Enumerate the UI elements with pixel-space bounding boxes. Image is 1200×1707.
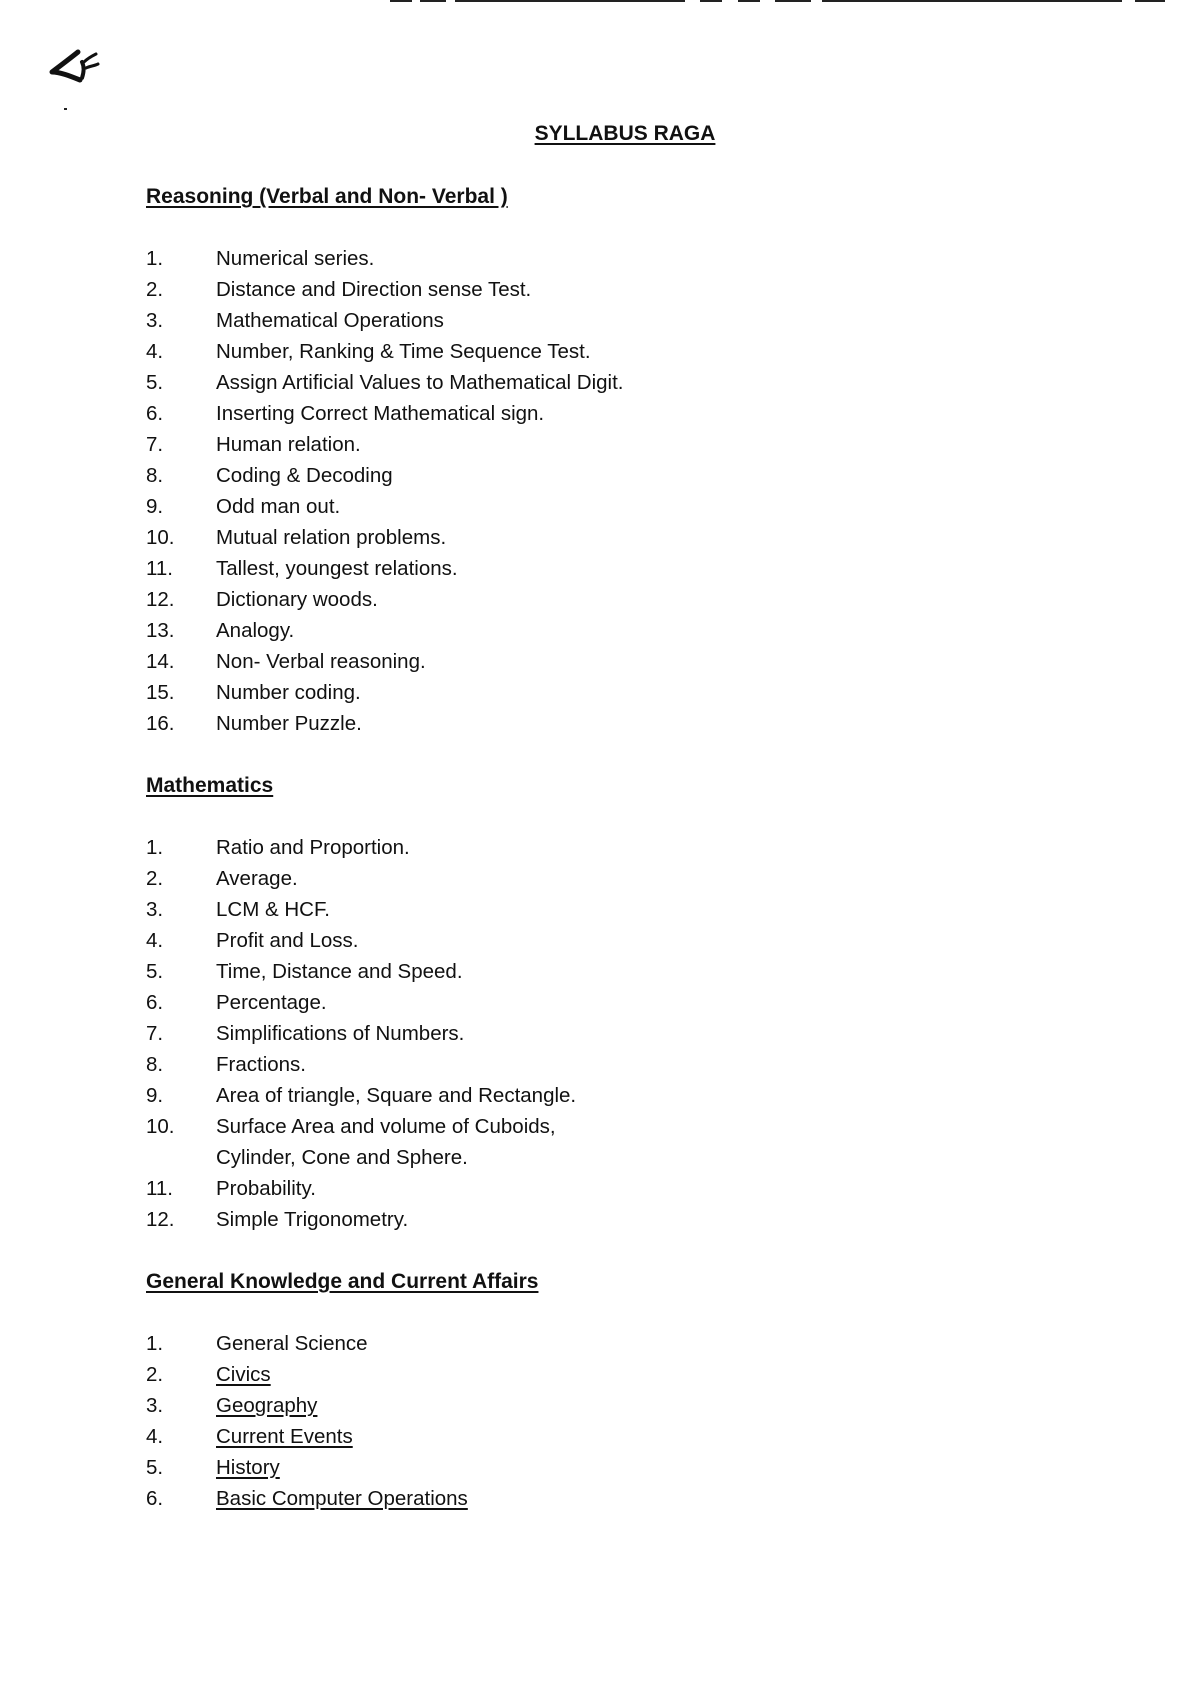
list-item <box>146 336 624 367</box>
item-number: 11. <box>146 557 173 580</box>
item-number: 3. <box>146 898 164 921</box>
item-number: 2. <box>146 1363 164 1386</box>
item-number: 3. <box>146 1394 164 1417</box>
item-text: Ratio and Proportion. <box>216 836 410 859</box>
item-text: LCM & HCF. <box>216 898 330 921</box>
list-item <box>146 677 624 708</box>
list-item <box>146 956 576 987</box>
scan-edge-line <box>775 0 811 2</box>
list-item <box>146 832 576 863</box>
item-number: 5. <box>146 1456 164 1479</box>
item-number: 12. <box>146 1208 175 1231</box>
item-text: Distance and Direction sense Test. <box>216 278 532 301</box>
list-item <box>146 1483 538 1514</box>
item-number: 12. <box>146 588 175 611</box>
item-text: Assign Artificial Values to Mathematical Digit. <box>216 371 624 394</box>
item-text: Area of triangle, Square and Rectangle. <box>216 1084 577 1107</box>
item-number: 7. <box>146 1022 164 1045</box>
list-item <box>146 243 624 274</box>
item-number: 6. <box>146 991 164 1014</box>
list-item <box>146 367 624 398</box>
item-text: Mathematical Operations <box>216 309 444 332</box>
list-item <box>146 1204 576 1235</box>
item-number: 8. <box>146 1053 164 1076</box>
item-text: Numerical series. <box>216 247 375 270</box>
list-item <box>146 1359 538 1390</box>
scan-edge-line <box>390 0 412 2</box>
list-item <box>146 398 624 429</box>
list-item <box>146 1080 576 1111</box>
item-text: Civics <box>216 1363 271 1386</box>
item-text: Tallest, youngest relations. <box>216 557 458 580</box>
list-item <box>146 274 624 305</box>
item-text: Surface Area and volume of Cuboids, Cylinder, Cone and Sphere. <box>216 1115 556 1169</box>
item-text: Number coding. <box>216 681 361 704</box>
list-item <box>146 305 624 336</box>
list-item <box>146 429 624 460</box>
section-heading: Mathematics <box>146 774 274 797</box>
item-text: Profit and Loss. <box>216 929 359 952</box>
list-item <box>146 1049 576 1080</box>
section-general-knowledge <box>146 1266 538 1514</box>
topic-list <box>146 832 576 1235</box>
topic-list <box>146 1328 538 1514</box>
item-number: 3. <box>146 309 164 332</box>
list-item <box>146 553 624 584</box>
item-text: Probability. <box>216 1177 316 1200</box>
item-number: 1. <box>146 836 164 859</box>
list-item <box>146 1018 576 1049</box>
item-text: Inserting Correct Mathematical sign. <box>216 402 545 425</box>
item-number: 9. <box>146 495 164 518</box>
item-text: Current Events <box>216 1425 353 1448</box>
item-text: Odd man out. <box>216 495 341 518</box>
item-number: 4. <box>146 929 164 952</box>
section-heading: Reasoning (Verbal and Non- Verbal ) <box>146 185 508 208</box>
item-number: 6. <box>146 1487 164 1510</box>
item-number: 11. <box>146 1177 173 1200</box>
list-item <box>146 522 624 553</box>
list-item <box>146 460 624 491</box>
item-text: Human relation. <box>216 433 361 456</box>
item-text: Basic Computer Operations <box>216 1487 468 1510</box>
item-number: 13. <box>146 619 175 642</box>
list-item <box>146 1390 538 1421</box>
list-item <box>146 584 624 615</box>
handwritten-mark-icon <box>48 46 104 88</box>
item-text: Simple Trigonometry. <box>216 1208 409 1231</box>
item-text: Time, Distance and Speed. <box>216 960 463 983</box>
item-text: Average. <box>216 867 298 890</box>
item-number: 1. <box>146 247 164 270</box>
list-item <box>146 925 576 956</box>
item-text: Dictionary woods. <box>216 588 378 611</box>
item-text: Geography <box>216 1394 318 1417</box>
list-item <box>146 1111 576 1173</box>
item-text: History <box>216 1456 280 1479</box>
list-item <box>146 708 624 739</box>
item-number: 16. <box>146 712 175 735</box>
item-text: Analogy. <box>216 619 295 642</box>
item-number: 14. <box>146 650 175 673</box>
scan-edge-line <box>1135 0 1165 2</box>
item-number: 10. <box>146 526 175 549</box>
item-number: 5. <box>146 960 164 983</box>
list-item <box>146 646 624 677</box>
list-item <box>146 491 624 522</box>
list-item <box>146 863 576 894</box>
scan-edge-line <box>455 0 685 2</box>
section-heading: General Knowledge and Current Affairs <box>146 1270 539 1293</box>
item-number: 9. <box>146 1084 164 1107</box>
list-item <box>146 615 624 646</box>
item-text: Mutual relation problems. <box>216 526 447 549</box>
scan-edge-line <box>700 0 722 2</box>
list-item <box>146 894 576 925</box>
item-number: 1. <box>146 1332 164 1355</box>
item-number: 15. <box>146 681 175 704</box>
item-text: Percentage. <box>216 991 327 1014</box>
list-item <box>146 1328 538 1359</box>
item-number: 2. <box>146 278 164 301</box>
list-item <box>146 987 576 1018</box>
scan-edge-line <box>822 0 1122 2</box>
item-number: 4. <box>146 340 164 363</box>
item-number: 4. <box>146 1425 164 1448</box>
item-text: Coding & Decoding <box>216 464 393 487</box>
list-item <box>146 1452 538 1483</box>
item-text: Number, Ranking & Time Sequence Test. <box>216 340 591 363</box>
topic-list <box>146 243 624 739</box>
item-text: Non- Verbal reasoning. <box>216 650 426 673</box>
scan-edge-line <box>420 0 446 2</box>
scan-speck <box>64 108 67 110</box>
section-reasoning <box>146 181 624 739</box>
document-title: SYLLABUS RAGA <box>534 122 716 145</box>
list-item <box>146 1173 576 1204</box>
item-text: General Science <box>216 1332 368 1355</box>
item-number: 6. <box>146 402 164 425</box>
item-number: 5. <box>146 371 164 394</box>
item-text: Simplifications of Numbers. <box>216 1022 465 1045</box>
item-number: 2. <box>146 867 164 890</box>
item-number: 7. <box>146 433 164 456</box>
item-text: Fractions. <box>216 1053 306 1076</box>
section-mathematics <box>146 770 576 1235</box>
list-item <box>146 1421 538 1452</box>
item-text: Number Puzzle. <box>216 712 362 735</box>
item-number: 8. <box>146 464 164 487</box>
scan-edge-line <box>738 0 760 2</box>
item-number: 10. <box>146 1115 175 1138</box>
